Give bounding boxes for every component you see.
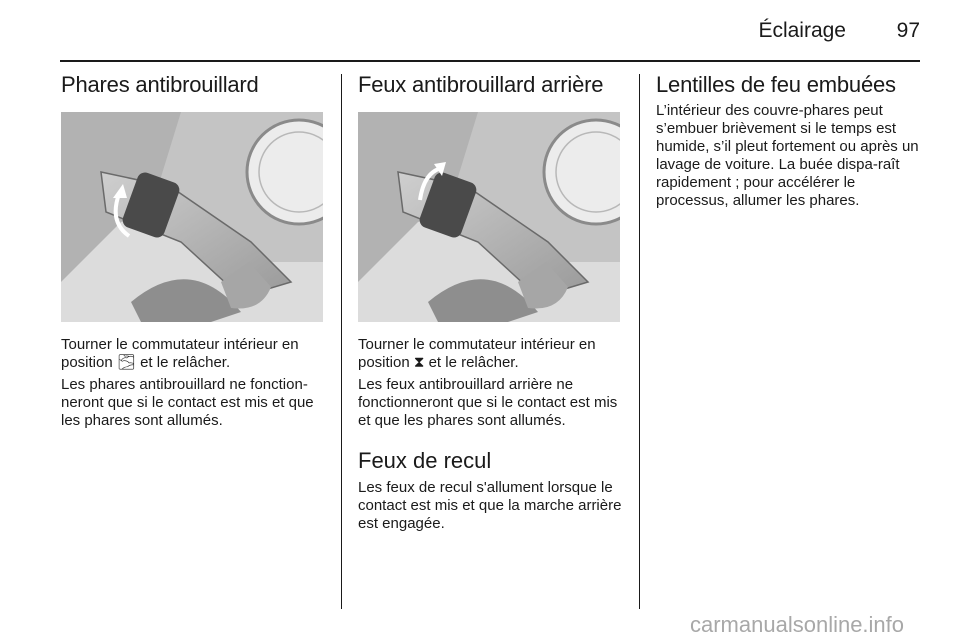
rear-fog-instruction: Tourner le commutateur intérieur en position ⧗ et le relâcher. [358,336,596,372]
section-heading-reversing-lights: Feux de recul [358,448,492,474]
misted-lenses-text: L’intérieur des couvre-phares peut s’embuer brièvement si le temps est humide, s’il pleut fortement ou après un lavage de voiture. La buée dispa-raît rapidement ; pour accélérer le processus, allumer les phares. [656,102,919,210]
section-heading-rear-fog: Feux antibrouillard arrière [358,72,604,97]
front-fog-instruction: Tourner le commutateur intérieur en position 🌫 et le relâcher. [61,336,299,372]
page-header-title: Éclairage [758,19,846,42]
reversing-lights-text: Les feux de recul s'allument lorsque le contact est mis et que la marche arrière est engagée. [358,478,622,532]
watermark: carmanualsonline.info [690,612,905,637]
page-number: 97 [896,19,920,42]
column-front-fog-lights [61,72,325,430]
column-divider-1 [341,74,342,609]
column-misted-lenses [656,72,920,210]
front-fog-condition: Les phares antibrouillard ne fonction-neront que si le contact est mis et que les phares sont allumés. [61,376,314,430]
illustration-front-fog-switch [61,112,323,322]
column-divider-2 [639,74,640,609]
header-rule [60,60,920,62]
section-heading-misted-lenses: Lentilles de feu embuées [656,72,896,97]
rear-fog-condition: Les feux antibrouillard arrière ne fonctionneront que si le contact est mis et que les phares sont allumés. [358,376,618,430]
column-rear-fog-lights [358,72,622,533]
section-heading-front-fog: Phares antibrouillard [61,72,259,97]
illustration-rear-fog-switch [358,112,620,322]
